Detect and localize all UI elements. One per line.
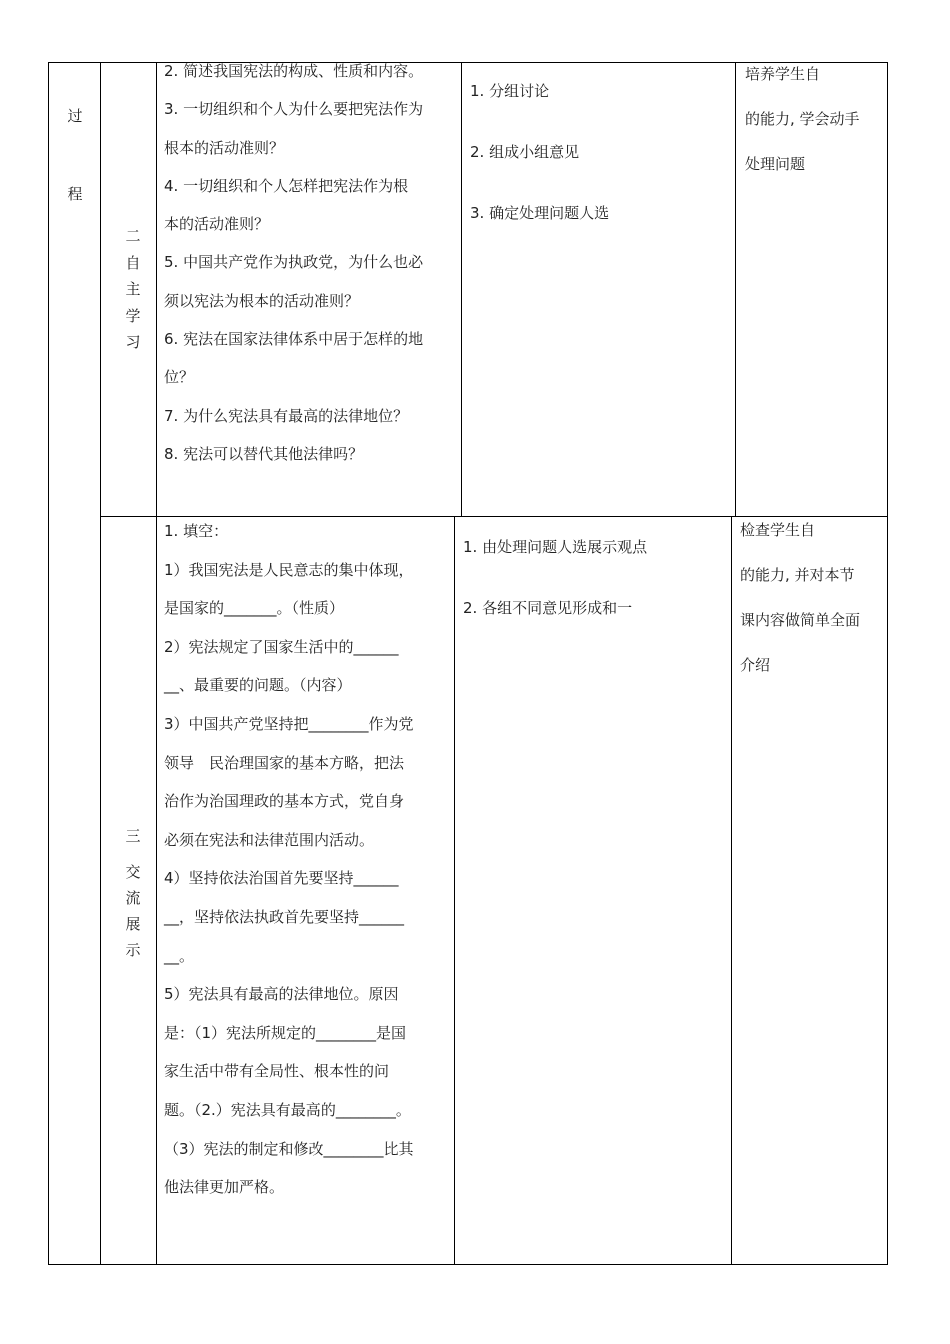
question-line: （3）宪法的制定和修改________比其 [164,1139,414,1158]
intent-line: 的能力, 并对本节 [740,566,855,584]
activity-line: 1. 由处理问题人选展示观点 [463,538,648,556]
exchange-activities [463,517,647,639]
question-line: 是：（1）宪法所规定的________是国 [164,1023,407,1042]
question-line: __，坚持依法执政首先要坚持______ [164,907,405,926]
question-line: 2）宪法规定了国家生活中的______ [164,637,399,656]
intent-line: 介绍 [740,656,771,674]
section-label-char: 展 [125,915,141,933]
question-line: 1. 填空： [164,522,229,540]
section-label-char: 二 [125,227,141,245]
question-line: 治作为治国理政的基本方式，党自身 [164,792,405,811]
self-study-intent [745,52,860,187]
section-label-char: 示 [125,941,141,959]
question-line: 3. 一切组织和个人为什么要把宪法作为 [164,100,424,119]
phase-char: 过 [67,107,83,125]
section-label-self-study [123,223,143,356]
intent-line: 处理问题 [745,155,806,173]
intent-line: 课内容做简单全面 [740,611,861,629]
question-line: 1）我国宪法是人民意志的集中体现， [164,560,414,579]
section-label-char: 流 [125,889,141,907]
section-label-char: 自 [125,253,141,272]
exchange-intent [740,508,860,688]
question-line: 须以宪法为根本的活动准则？ [164,291,360,310]
question-line: 根本的活动准则？ [164,138,285,157]
question-line: 必须在宪法和法律范围内活动。 [164,830,375,849]
section-label-char: 交 [125,863,141,881]
section-label-char: 主 [125,280,141,298]
self-study-questions [164,52,423,473]
question-line: __。 [164,946,195,965]
question-line: 8. 宪法可以替代其他法律吗？ [164,444,364,463]
question-line: 2. 简述我国宪法的构成、性质和内容。 [164,62,424,80]
question-line: 领导 民治理国家的基本方略，把法 [164,753,405,772]
activity-line: 3. 确定处理问题人选 [470,204,610,222]
question-line: 3）中国共产党坚持把________作为党 [164,714,414,733]
question-line: 位？ [164,368,195,387]
intent-line: 的能力, 学会动手 [745,110,860,128]
question-line: 5）宪法具有最高的法律地位。原因 [164,985,399,1004]
section-label-char: 学 [125,306,141,325]
question-line: __、最重要的问题。（内容） [164,676,352,695]
question-line: 题。（2.）宪法具有最高的________。 [164,1100,411,1119]
self-study-activities [470,61,609,244]
activity-line: 2. 组成小组意见 [470,143,580,161]
section-label-char: 习 [125,333,141,351]
question-line: 5. 中国共产党作为执政党，为什么也必 [164,253,424,272]
question-line: 4）坚持依法治国首先要坚持______ [164,869,399,888]
question-line: 7. 为什么宪法具有最高的法律地位？ [164,406,409,425]
phase-char: 程 [67,185,83,203]
question-line: 本的活动准则？ [164,215,270,234]
exchange-questions [164,512,414,1207]
question-line: 4. 一切组织和个人怎样把宪法作为根 [164,176,409,195]
question-line: 是国家的_______。（性质） [164,599,345,618]
question-line: 家生活中带有全局性、根本性的问 [164,1062,390,1081]
intent-line: 检查学生自 [740,521,816,539]
section-label-exchange [123,823,143,963]
intent-line: 培养学生自 [745,65,821,83]
activity-line: 1. 分组讨论 [470,82,550,100]
question-line: 6. 宪法在国家法律体系中居于怎样的地 [164,330,424,349]
phase-label [65,104,85,206]
section-label-char: 三 [125,827,141,845]
activity-line: 2. 各组不同意见形成和一 [463,599,633,617]
question-line: 他法律更加严格。 [164,1178,285,1197]
